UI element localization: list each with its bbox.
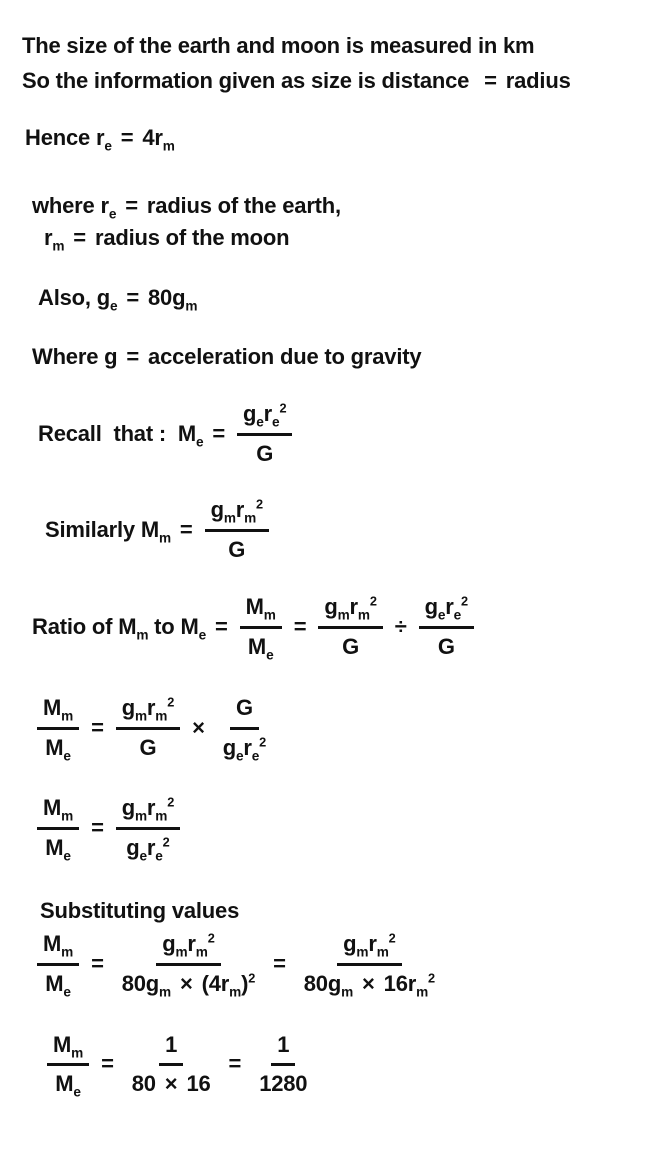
denominator xyxy=(217,730,272,764)
math-operator: × xyxy=(192,714,205,740)
math-operator: = xyxy=(179,517,193,543)
fraction xyxy=(37,693,79,764)
math-operator: = xyxy=(215,614,228,640)
numerator xyxy=(318,592,382,629)
math-variable: $M_m$ xyxy=(140,517,171,546)
fraction xyxy=(253,1030,313,1101)
line-substituting xyxy=(40,898,662,925)
numerator xyxy=(47,1030,89,1067)
line-intro-1 xyxy=(22,33,662,60)
math-variable: $M_e$ xyxy=(180,614,206,643)
line-similarly-mm xyxy=(45,495,662,566)
fraction xyxy=(116,929,261,1000)
math-variable: $M_e$ xyxy=(45,970,71,1000)
math-variable: $g_e$ xyxy=(96,285,118,314)
math-operator: = xyxy=(212,420,226,446)
fraction xyxy=(126,1030,217,1101)
line-where-moon xyxy=(44,225,662,252)
numerator xyxy=(156,929,220,966)
line-result xyxy=(44,1030,662,1101)
denominator xyxy=(49,1066,87,1100)
line-ratio xyxy=(32,592,662,663)
math-operator: = xyxy=(91,714,104,740)
math-operator: = xyxy=(293,614,307,640)
math-variable: $M_m$ xyxy=(43,930,74,960)
fraction xyxy=(47,1030,89,1101)
math-variable: $r_m$ xyxy=(44,225,65,254)
math-variable: $M_e$ xyxy=(45,734,71,763)
math-variable: $r_e^2$ xyxy=(243,734,267,763)
math-variable: $r_m^2$ xyxy=(349,593,377,623)
fraction xyxy=(237,399,292,470)
math-text: radius of the earth, xyxy=(146,193,341,219)
fraction xyxy=(240,592,282,663)
denominator xyxy=(133,730,162,764)
numerator xyxy=(37,929,79,966)
line-step-substitute xyxy=(34,929,662,1000)
math-variable: $g_e$ xyxy=(424,594,446,623)
numerator xyxy=(240,592,282,629)
math-text: radius xyxy=(505,67,571,93)
fraction xyxy=(318,592,382,663)
math-variable: $g_m$ xyxy=(121,694,147,724)
numerator xyxy=(230,693,259,730)
denominator xyxy=(39,830,77,864)
math-text: to xyxy=(148,614,181,640)
math-operator: = xyxy=(73,225,86,251)
math-text: 1 xyxy=(165,1031,178,1057)
math-text: Where g xyxy=(32,343,118,369)
math-operator: = xyxy=(91,950,104,976)
math-text: acceleration due to gravity xyxy=(148,343,422,369)
math-text: Recall that : xyxy=(38,420,178,446)
fraction xyxy=(419,592,474,663)
math-variable: $g_m$ xyxy=(121,795,147,824)
math-text: G xyxy=(342,633,360,659)
fraction xyxy=(116,793,180,864)
line-intro-2 xyxy=(22,68,662,95)
math-variable: $80g_m$ xyxy=(121,970,171,1000)
numerator xyxy=(116,693,180,730)
math-variable: $M_e$ xyxy=(247,633,274,663)
line-hence xyxy=(25,125,662,152)
math-text: G xyxy=(235,694,253,720)
math-variable: )$^2$ xyxy=(241,970,256,996)
fraction xyxy=(217,693,272,764)
math-text: Also, xyxy=(38,285,97,311)
math-variable: $M_m$ xyxy=(43,795,74,824)
math-operator: = xyxy=(120,124,134,150)
math-variable: $r_m^2$ xyxy=(187,930,215,960)
math-variable: $16r_m^2$ xyxy=(383,970,435,1000)
math-variable: $M_e$ xyxy=(55,1071,81,1100)
math-text: G xyxy=(437,633,455,659)
math-operator: × xyxy=(362,970,375,996)
numerator xyxy=(116,793,180,830)
denominator xyxy=(253,1066,313,1100)
math-text: 1 xyxy=(277,1031,290,1057)
math-variable: $4r_m$ xyxy=(142,124,175,154)
math-variable: $g_m$ xyxy=(343,930,369,960)
math-variable: $M_m$ xyxy=(43,694,74,724)
math-variable: $r_m^2$ xyxy=(235,497,263,526)
math-text: Ratio of xyxy=(32,614,119,640)
fraction xyxy=(37,929,79,1000)
numerator xyxy=(271,1030,295,1067)
line-where-earth xyxy=(32,193,662,220)
math-variable: ($4r_m$ xyxy=(201,970,242,1000)
math-variable: $g_e$ xyxy=(126,835,147,864)
math-text: G xyxy=(256,440,274,466)
fraction xyxy=(37,793,79,864)
numerator xyxy=(419,592,474,629)
math-operator: = xyxy=(91,815,104,841)
math-operator: = xyxy=(484,67,497,93)
math-operator: = xyxy=(126,285,139,311)
math-variable: $80g_m$ xyxy=(148,285,198,314)
denominator xyxy=(250,436,279,470)
denominator xyxy=(116,966,261,1000)
fraction xyxy=(116,693,180,764)
math-text: Similarly xyxy=(45,517,141,543)
math-text: 1280 xyxy=(259,1071,308,1097)
math-operator: = xyxy=(101,1051,114,1077)
math-operator: = xyxy=(126,343,140,369)
math-variable: $r_e^2$ xyxy=(263,400,287,430)
math-text: So the information given as size is distance xyxy=(22,67,476,93)
math-text: 80 xyxy=(131,1071,156,1097)
math-operator: = xyxy=(228,1051,242,1077)
denominator xyxy=(242,629,280,663)
math-variable: $r_e^2$ xyxy=(146,834,170,864)
math-variable: $g_e$ xyxy=(222,734,244,763)
math-variable: $M_m$ xyxy=(53,1031,84,1060)
math-variable: $M_e$ xyxy=(45,835,71,864)
math-operator: = xyxy=(273,950,286,976)
math-variable: $r_e$ xyxy=(100,193,117,222)
math-text: where xyxy=(32,193,101,219)
denominator xyxy=(336,629,365,663)
worksheet xyxy=(0,33,662,1153)
math-operator: × xyxy=(164,1071,178,1097)
denominator xyxy=(126,1066,217,1100)
math-operator: ÷ xyxy=(394,614,407,640)
math-variable: $r_m^2$ xyxy=(368,930,396,960)
numerator xyxy=(337,929,401,966)
math-text: Substituting values xyxy=(40,898,240,924)
math-text: Hence xyxy=(25,124,96,150)
denominator xyxy=(120,830,175,864)
math-operator: × xyxy=(179,970,193,996)
math-text: The size of the earth and moon is measured in km xyxy=(22,33,535,58)
math-variable: $g_m$ xyxy=(162,930,188,960)
math-variable: $M_e$ xyxy=(177,420,204,450)
line-where-g xyxy=(32,344,662,371)
math-variable: $g_e$ xyxy=(243,400,264,430)
denominator xyxy=(39,966,77,1000)
math-variable: $M_m$ xyxy=(245,594,276,623)
numerator xyxy=(37,693,79,730)
math-text: 16 xyxy=(186,1071,211,1097)
denominator xyxy=(298,966,441,1000)
math-text: G xyxy=(139,734,157,760)
math-variable: $g_m$ xyxy=(210,497,236,526)
math-variable: $r_m^2$ xyxy=(146,795,175,824)
fraction xyxy=(298,929,441,1000)
line-step-multiply xyxy=(34,693,662,764)
numerator xyxy=(37,793,79,830)
denominator xyxy=(222,532,251,566)
fraction xyxy=(205,495,269,566)
math-variable: $g_m$ xyxy=(324,594,350,623)
line-step-simplified xyxy=(34,793,662,864)
numerator xyxy=(205,495,269,532)
math-variable: $r_m^2$ xyxy=(146,694,175,724)
derivation-lines xyxy=(0,33,662,1100)
denominator xyxy=(432,629,461,663)
math-text: radius of the moon xyxy=(94,225,290,251)
math-variable: $M_m$ xyxy=(118,614,149,643)
line-also-g xyxy=(38,285,662,312)
numerator xyxy=(237,399,292,436)
line-recall-me xyxy=(38,399,662,470)
numerator xyxy=(159,1030,183,1067)
math-operator: = xyxy=(125,193,138,219)
math-variable: $r_e$ xyxy=(95,124,112,154)
math-variable: $r_e^2$ xyxy=(445,593,468,623)
denominator xyxy=(39,730,77,764)
math-variable: $80g_m$ xyxy=(303,970,353,1000)
math-text: G xyxy=(228,537,246,563)
